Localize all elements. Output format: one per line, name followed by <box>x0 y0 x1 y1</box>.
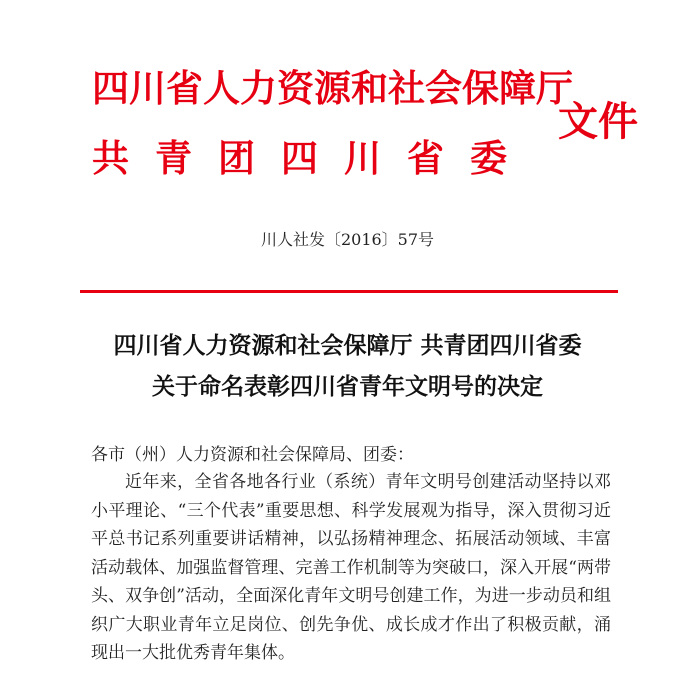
document-number: 川人社发〔2016〕57号 <box>260 230 435 249</box>
body-paragraph: 近年来，全省各地各行业（系统）青年文明号创建活动坚持以邓小平理论、“三个代表”重要思想、科学发展观为指导，深入贯彻习近平总书记系列重要讲话精神，以弘扬精神理念、拓展活动领域、丰富活动载体、加强监督管理、完善工作机制等为突破口，深入开展“两带头、双争创”活动，全面深化青年文明号创建工作，为进一步动员和组织广大职业青年立足岗位、创先争优、成长成才作出了积极贡献，涌现出一大批优秀青年集体。 <box>91 472 611 663</box>
document-type-label: 文件 <box>558 98 638 145</box>
document-title-line-1: 四川省人力资源和社会保障厅 共青团四川省委 <box>113 332 582 359</box>
red-divider-line <box>80 290 618 293</box>
issuing-org-line-1: 四川省人力资源和社会保障厅 <box>92 66 573 110</box>
salutation: 各市（州）人力资源和社会保障局、团委： <box>91 445 414 465</box>
issuing-org-line-2: 共青团四川省委 <box>92 136 533 180</box>
document-title-line-2: 关于命名表彰四川省青年文明号的决定 <box>152 373 543 400</box>
